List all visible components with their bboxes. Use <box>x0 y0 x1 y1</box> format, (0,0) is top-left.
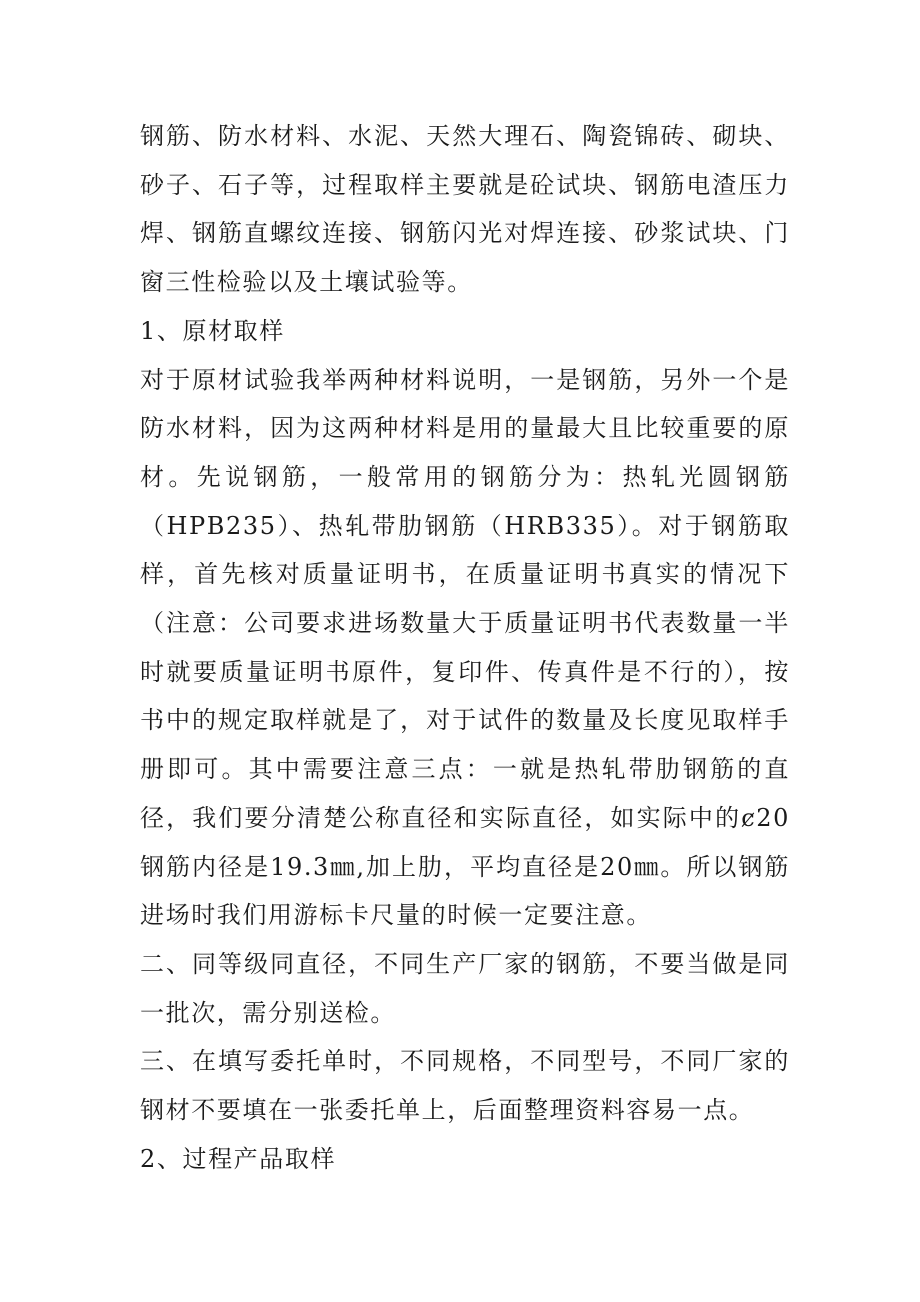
section-heading-process-product: 2、过程产品取样 <box>140 1144 337 1173</box>
paragraph-point-two: 二、同等级同直径，不同生产厂家的钢筋，不要当做是同一批次，需分别送检。 <box>140 949 790 1027</box>
paragraph-rebar: 对于原材试验我举两种材料说明，一是钢筋，另外一个是防水材料，因为这两种材料是用的量最大且比较重要的原材。先说钢筋，一般常用的钢筋分为：热轧光圆钢筋（HPB235）、热轧带肋钢筋（HRB335）。对于钢筋取样，首先核对质量证明书，在质量证明书真实的情况下（注意：公司要求进场数量大于质量证明书代表数量一半时就要质量证明书原件，复印件、传真件是不行的），按书中的规定取样就是了，对于试件的数量及长度见取样手册即可。其中需要注意三点：一就是热轧带肋钢筋的直径，我们要分清楚公称直径和实际直径，如实际中的ȼ20钢筋内径是19.3㎜,加上肋，平均直径是20㎜。所以钢筋进场时我们用游标卡尺量的时候一定要注意。 <box>140 365 790 930</box>
paragraph-intro: 钢筋、防水材料、水泥、天然大理石、陶瓷锦砖、砌块、砂子、石子等，过程取样主要就是砼试块、钢筋电渣压力焊、钢筋直螺纹连接、钢筋闪光对焊连接、砂浆试块、门窗三性检验以及土壤试验等。 <box>140 122 790 297</box>
section-heading-raw-material: 1、原材取样 <box>140 316 285 345</box>
document-page <box>140 112 790 1183</box>
paragraph-point-three: 三、在填写委托单时，不同规格，不同型号，不同厂家的钢材不要填在一张委托单上，后面整理资料容易一点。 <box>140 1047 790 1125</box>
